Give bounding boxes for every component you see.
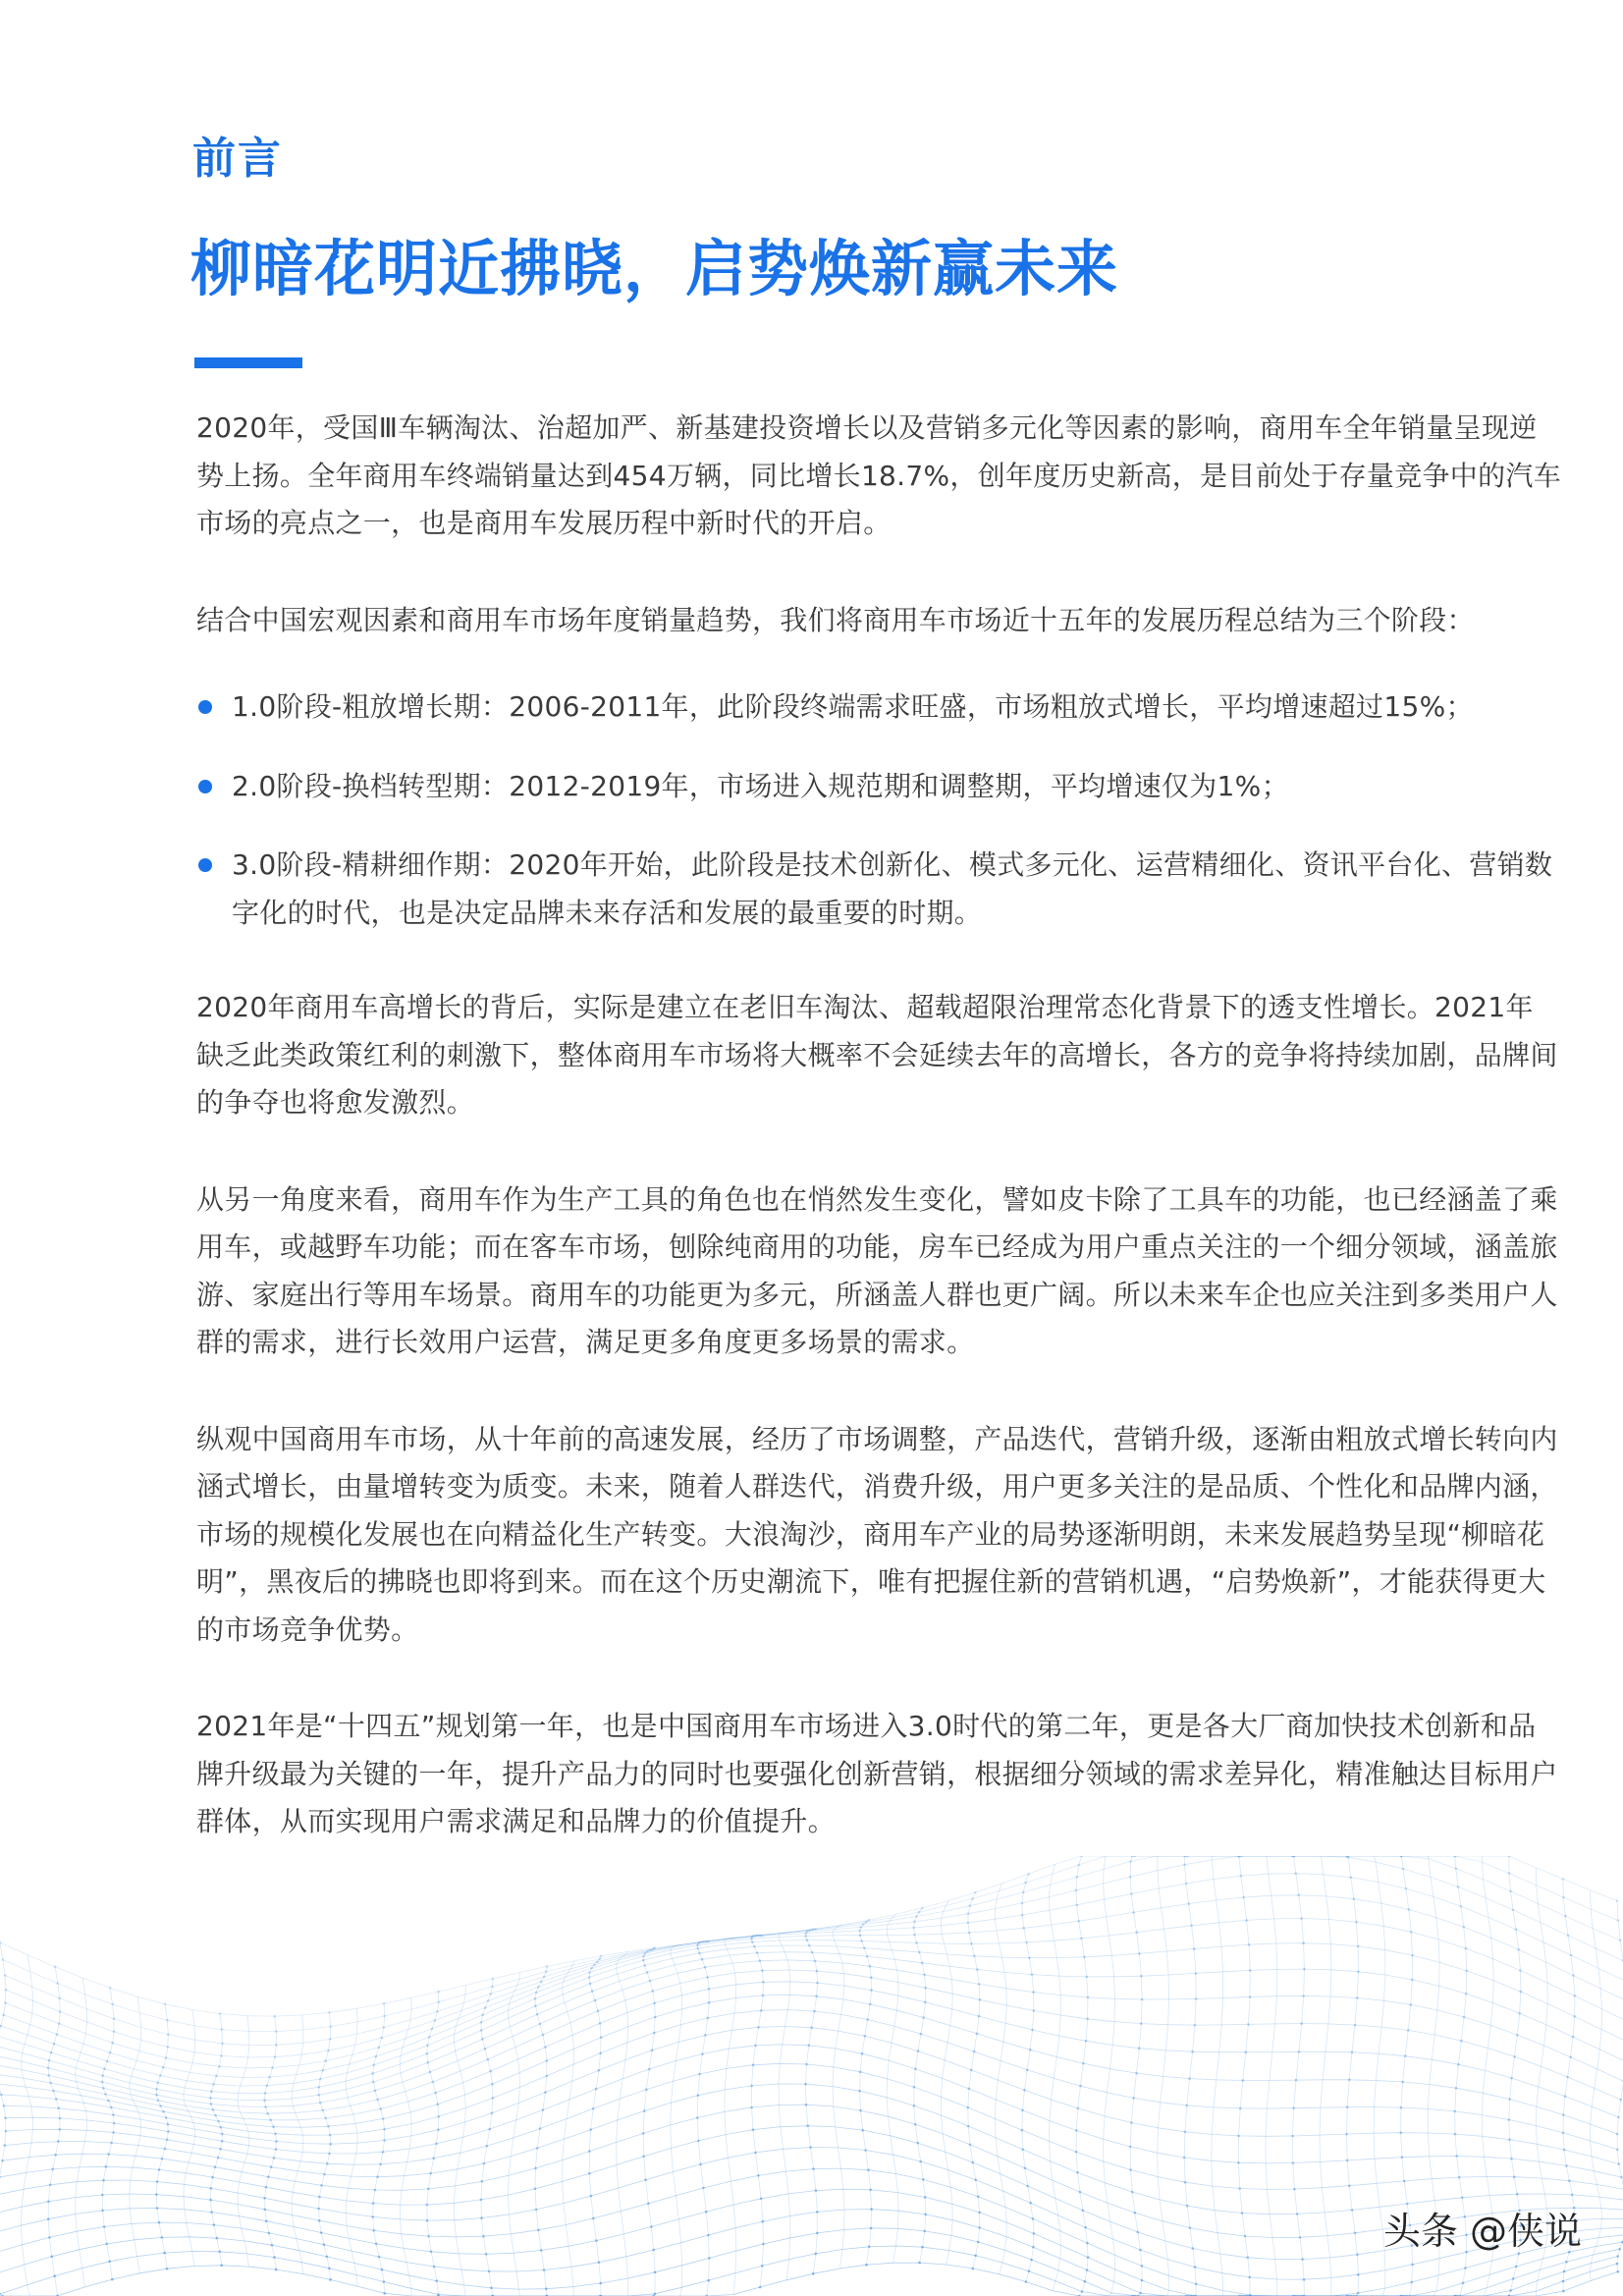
source-watermark: 头条 @侠说 — [1382, 2210, 1582, 2253]
wireframe-wave-graphic — [0, 1856, 1623, 2296]
paragraph-growth-background: 2020年商用车高增长的背后，实际是建立在老旧车淘汰、超载超限治理常态化背景下的透支性增长。2021年缺乏此类政策红利的刺激下，整体商用车市场将大概率不会延续去年的高增长，各方的竞争将持续加剧，品牌间的争夺也将愈发激烈。 — [196, 991, 1558, 1119]
paragraph-market-overview: 纵观中国商用车市场，从十年前的高速发展，经历了市场调整，产品迭代，营销升级，逐渐由粗放式增长转向内涵式增长，由量增转变为质变。未来，随着人群迭代，消费升级，用户更多关注的是品质、个性化和品牌内涵，市场的规模化发展也在向精益化生产转变。大浪淘沙，商用车产业的局势逐渐明朗，未来发展趋势呈现“柳暗花明”，黑夜后的拂晓也即将到来。而在这个历史潮流下，唯有把握住新的营销机遇，“启势焕新”，才能获得更大的市场竞争优势。 — [196, 1422, 1558, 1646]
paragraph-role-change: 从另一角度来看，商用车作为生产工具的角色也在悄然发生变化，譬如皮卡除了工具车的功能，也已经涵盖了乘用车，或越野车功能；而在客车市场，刨除纯商用的功能，房车已经成为用户重点关注的一个细分领域，涵盖旅游、家庭出行等用车场景。商用车的功能更为多元，所涵盖人群也更广阔。所以未来车企也应关注到多类用户人群的需求，进行长效用户运营，满足更多角度更多场景的需求。 — [196, 1182, 1558, 1358]
section-label: 前言 — [192, 134, 283, 184]
list-item-stage-3 — [196, 842, 1561, 937]
list-item-stage-2 — [196, 763, 1561, 811]
page-title: 柳暗花明近拂晓，启势焕新赢未来 — [190, 233, 1119, 304]
stage-text: 2.0阶段-换档转型期：2012-2019年，市场进入规范期和调整期，平均增速仅为1%； — [232, 769, 1289, 802]
paragraph-stages-lead: 结合中国宏观因素和商用车市场年度销量趋势，我们将商用车市场近十五年的发展历程总结为三个阶段： — [196, 603, 1475, 636]
stage-text: 1.0阶段-粗放增长期：2006-2011年，此阶段终端需求旺盛，市场粗放式增长，平均增速超过15%； — [232, 690, 1474, 723]
wave-mesh — [0, 1856, 1623, 2296]
list-item-stage-1 — [196, 683, 1561, 732]
paragraph-2021-outlook: 2021年是“十四五”规划第一年，也是中国商用车市场进入3.0时代的第二年，更是各大厂商加快技术创新和品牌升级最为关键的一年，提升产品力的同时也要强化创新营销，根据细分领域的需求差异化，精准触达目标用户群体，从而实现用户需求满足和品牌力的价值提升。 — [196, 1710, 1558, 1837]
bullet-dot-icon — [198, 780, 212, 793]
body-text — [196, 405, 1561, 1895]
bullet-dot-icon — [198, 858, 212, 872]
bullet-dot-icon — [198, 700, 212, 714]
paragraph-intro: 2020年，受国Ⅲ车辆淘汰、治超加严、新基建投资增长以及营销多元化等因素的影响，商用车全年销量呈现逆势上扬。全年商用车终端销量达到454万辆，同比增长18.7%，创年度历史新高，是目前处于存量竞争中的汽车市场的亮点之一，也是商用车发展历程中新时代的开启。 — [196, 411, 1561, 539]
stage-text: 3.0阶段-精耕细作期：2020年开始，此阶段是技术创新化、模式多元化、运营精细化、资讯平台化、营销数字化的时代，也是决定品牌未来存活和发展的最重要的时期。 — [232, 848, 1553, 929]
stage-list — [196, 683, 1561, 937]
title-underline-bar — [194, 357, 302, 368]
